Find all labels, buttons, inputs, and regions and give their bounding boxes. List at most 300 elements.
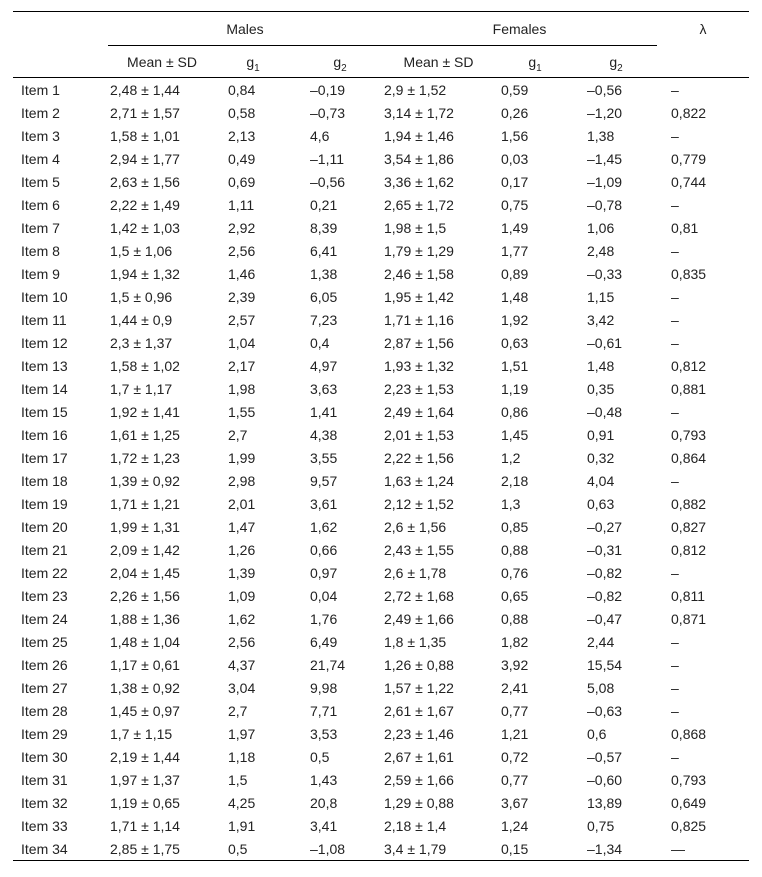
females-g2: 0,75 [587,817,615,834]
lambda-value: 0,822 [671,104,707,121]
females-g1: 3,67 [501,794,529,811]
females-mean-sd: 1,79 ± 1,29 [384,242,454,259]
females-g1: 0,77 [501,702,529,719]
females-g2: –0,61 [587,334,623,351]
females-mean-sd: 2,43 ± 1,55 [384,541,454,558]
lambda-value: – [671,656,679,673]
females-mean-sd: 2,67 ± 1,61 [384,748,454,765]
females-g1: 1,77 [501,242,529,259]
males-g2: 1,38 [310,265,338,282]
males-g2: 3,41 [310,817,338,834]
table-body [13,78,749,861]
females-g1: 1,49 [501,219,529,236]
females-mean-sd: 2,23 ± 1,53 [384,380,454,397]
males-mean-sd: 2,19 ± 1,44 [110,748,180,765]
males-g2: 0,4 [310,334,330,351]
lambda-value: – [671,403,679,420]
item-label: Item 18 [21,472,68,489]
females-mean-sd: 2,9 ± 1,52 [384,81,447,98]
females-g1: 1,92 [501,311,529,328]
females-g2: –1,20 [587,104,623,121]
item-label: Item 22 [21,564,68,581]
lambda-value: – [671,334,679,351]
males-g1: 1,62 [228,610,256,627]
males-g2: 6,49 [310,633,338,650]
table-row [13,584,749,607]
item-label: Item 8 [21,242,60,259]
g-label: g [609,53,618,70]
males-g1: 0,69 [228,173,256,190]
males-g2: 1,62 [310,518,338,535]
males-g1: 2,39 [228,288,256,305]
males-g1: 3,04 [228,679,256,696]
males-mean-sd: 1,44 ± 0,9 [110,311,173,328]
item-statistics-table [13,11,749,861]
lambda-value: 0,744 [671,173,707,190]
males-mean-sd: 1,92 ± 1,41 [110,403,180,420]
males-mean-sd: 1,88 ± 1,36 [110,610,180,627]
males-g2: 3,61 [310,495,338,512]
males-g1: 1,09 [228,587,256,604]
females-mean-sd: 1,93 ± 1,32 [384,357,454,374]
females-mean-sd: 3,14 ± 1,72 [384,104,454,121]
lambda-value: – [671,633,679,650]
item-label: Item 30 [21,748,68,765]
lambda-value: 0,812 [671,541,707,558]
females-g2: 1,15 [587,288,615,305]
item-label: Item 12 [21,334,68,351]
males-g1: 1,5 [228,771,248,788]
lambda-value: — [657,837,749,861]
lambda-value: 0,882 [671,495,707,512]
males-g2: –0,73 [310,104,346,121]
item-label: Item 11 [21,311,67,328]
females-mean-sd: 2,6 ± 1,56 [384,518,447,535]
lambda-value: 0,812 [671,357,707,374]
table-row [13,814,749,837]
males-mean-sd: 2,09 ± 1,42 [110,541,180,558]
females-mean-sd: 3,4 ± 1,79 [382,837,495,861]
males-g2: 3,55 [310,449,338,466]
table-row [13,147,749,170]
females-mean-sd: 2,6 ± 1,78 [384,564,447,581]
females-g2: 0,91 [587,426,615,443]
males-mean-sd: 1,97 ± 1,37 [110,771,180,788]
males-g2: 4,6 [310,127,330,144]
table-row [13,768,749,791]
males-g2: 4,97 [310,357,338,374]
females-g2: –0,63 [587,702,623,719]
males-mean-sd: 1,5 ± 1,06 [110,242,173,259]
item-label: Item 1 [21,81,60,98]
item-label: Item 28 [21,702,68,719]
males-mean-sd: 2,04 ± 1,45 [110,564,180,581]
table-row [13,262,749,285]
item-label: Item 20 [21,518,68,535]
item-label: Item 15 [21,403,68,420]
males-g2: 7,71 [310,702,338,719]
males-g1: 1,98 [228,380,256,397]
females-mean-sd: 2,12 ± 1,52 [384,495,454,512]
item-label: Item 13 [21,357,68,374]
lambda-value: – [671,242,679,259]
males-g2: 6,05 [310,288,338,305]
females-mean-sd: 1,95 ± 1,42 [384,288,454,305]
males-mean-sd: 2,26 ± 1,56 [110,587,180,604]
males-mean-sd-label: Mean ± SD [127,53,197,70]
lambda-value: 0,827 [671,518,707,535]
females-g2: –0,33 [587,265,623,282]
females-g1: 1,21 [501,725,529,742]
females-g2: 4,04 [587,472,615,489]
females-g1: 0,17 [501,173,529,190]
item-label: Item 33 [21,817,68,834]
males-mean-sd: 1,99 ± 1,31 [110,518,180,535]
females-g1: 1,82 [501,633,529,650]
males-g2: 6,41 [310,242,338,259]
lambda-value: 0,864 [671,449,707,466]
females-mean-sd: 3,54 ± 1,86 [384,150,454,167]
females-g2: –0,57 [587,748,623,765]
females-g1: 1,56 [501,127,529,144]
females-mean-sd: 1,94 ± 1,46 [384,127,454,144]
males-g1: 4,25 [228,794,256,811]
males-g2: 7,23 [310,311,338,328]
table-row [13,423,749,446]
males-mean-sd: 2,3 ± 1,37 [110,334,173,351]
item-label: Item 19 [21,495,68,512]
g-label: g [333,53,342,70]
females-g2: –0,78 [587,196,623,213]
females-g1: 0,88 [501,610,529,627]
item-label: Item 14 [21,380,68,397]
males-g2: 0,04 [310,587,338,604]
females-g2: 2,48 [587,242,615,259]
item-label: Item 27 [21,679,68,696]
females-mean-sd: 2,22 ± 1,56 [384,449,454,466]
females-mean-sd-label: Mean ± SD [403,53,474,70]
males-mean-sd: 1,58 ± 1,02 [110,357,180,374]
males-g1: 1,55 [228,403,256,420]
males-mean-sd: 1,72 ± 1,23 [110,449,180,466]
lambda-value: 0,649 [671,794,707,811]
subscript-1: 1 [536,62,542,74]
males-mean-sd: 2,71 ± 1,57 [110,104,180,121]
males-mean-sd-header [108,46,216,78]
subheader-row [13,46,749,78]
lambda-value: – [671,702,679,719]
females-mean-sd: 1,63 ± 1,24 [384,472,454,489]
item-label: Item 10 [21,288,68,305]
males-mean-sd: 2,22 ± 1,49 [110,196,180,213]
males-g2-header [298,46,382,78]
lambda-value: – [671,81,679,98]
item-label: Item 21 [21,541,68,558]
lambda-value: – [671,196,679,213]
females-header: Females [382,12,657,46]
g-label: g [246,53,255,70]
females-mean-sd: 2,49 ± 1,64 [384,403,454,420]
g-label: g [528,53,537,70]
males-g1: 2,56 [228,633,256,650]
item-label: Item 2 [21,104,60,121]
table-row [13,492,749,515]
item-label: Item 34 [13,837,108,861]
females-mean-sd: 2,61 ± 1,67 [384,702,454,719]
group-header-row [13,12,749,46]
females-g1: 1,51 [501,357,529,374]
table-row [13,745,749,768]
males-g1-header [216,46,298,78]
females-g2-header [575,46,657,78]
item-label: Item 25 [21,633,68,650]
males-mean-sd: 1,71 ± 1,14 [110,817,180,834]
females-mean-sd: 2,01 ± 1,53 [384,426,454,443]
females-g2: –0,56 [587,81,623,98]
females-mean-sd: 1,71 ± 1,16 [384,311,454,328]
males-g1: 0,84 [228,81,256,98]
females-g1: 1,24 [501,817,529,834]
item-label: Item 29 [21,725,68,742]
females-g2: 0,32 [587,449,615,466]
males-g2: –0,56 [310,173,346,190]
females-g2: 0,35 [587,380,615,397]
males-g2: –1,08 [298,837,382,861]
males-mean-sd: 1,42 ± 1,03 [110,219,180,236]
males-g1: 1,46 [228,265,256,282]
females-mean-sd: 1,26 ± 0,88 [384,656,454,673]
table-row [13,676,749,699]
females-g2: 15,54 [587,656,623,673]
lambda-header: λ [657,12,749,46]
males-g1: 2,98 [228,472,256,489]
males-g1: 2,7 [228,426,248,443]
females-g1: 0,26 [501,104,529,121]
males-g1: 1,47 [228,518,256,535]
lambda-value: 0,793 [671,426,707,443]
table-row [13,239,749,262]
table-row [13,469,749,492]
females-g2: 3,42 [587,311,615,328]
females-g1: 0,65 [501,587,529,604]
females-mean-sd: 3,36 ± 1,62 [384,173,454,190]
females-g2: –1,45 [587,150,623,167]
females-g2: –1,09 [587,173,623,190]
lambda-value: 0,881 [671,380,707,397]
empty-corner [13,12,108,46]
females-g1: 0,77 [501,771,529,788]
males-g1: 1,26 [228,541,256,558]
item-label: Item 32 [21,794,68,811]
males-mean-sd: 1,38 ± 0,92 [110,679,180,696]
females-g2: 1,48 [587,357,615,374]
males-g1: 0,49 [228,150,256,167]
females-g2: –0,82 [587,587,623,604]
males-g2: 8,39 [310,219,338,236]
item-label: Item 26 [21,656,68,673]
males-g1: 2,56 [228,242,256,259]
females-g1: 0,75 [501,196,529,213]
table-row [13,170,749,193]
subscript-2: 2 [341,62,347,74]
males-g2: 0,66 [310,541,338,558]
males-g2: 1,41 [310,403,338,420]
empty-subheader [13,46,108,78]
males-g2: –0,19 [310,81,346,98]
females-g1: 1,48 [501,288,529,305]
lambda-value: 0,871 [671,610,707,627]
males-g1: 1,99 [228,449,256,466]
females-mean-sd: 1,8 ± 1,35 [384,633,447,650]
males-g1: 4,37 [228,656,256,673]
males-mean-sd: 1,39 ± 0,92 [110,472,180,489]
females-mean-sd: 2,65 ± 1,72 [384,196,454,213]
item-label: Item 6 [21,196,60,213]
males-g1: 1,11 [228,196,255,213]
males-mean-sd: 1,45 ± 0,97 [110,702,180,719]
subscript-1: 1 [254,62,260,74]
females-mean-sd: 2,46 ± 1,58 [384,265,454,282]
males-mean-sd: 1,48 ± 1,04 [110,633,180,650]
table-row [13,308,749,331]
item-label: Item 9 [21,265,60,282]
males-mean-sd: 1,17 ± 0,61 [110,656,180,673]
males-g1: 2,17 [228,357,256,374]
males-g2: 3,53 [310,725,338,742]
males-mean-sd: 1,7 ± 1,15 [110,725,173,742]
males-g1: 0,5 [216,837,298,861]
females-g2: –0,48 [587,403,623,420]
females-mean-sd: 2,23 ± 1,46 [384,725,454,742]
males-g1: 1,18 [228,748,256,765]
table-row [13,538,749,561]
table-row [13,400,749,423]
females-g1: 0,85 [501,518,529,535]
table-row [13,78,749,102]
lambda-value: 0,835 [671,265,707,282]
table-row [13,837,749,861]
table-row [13,446,749,469]
males-g1: 2,57 [228,311,256,328]
males-mean-sd: 2,48 ± 1,44 [110,81,180,98]
males-mean-sd: 2,63 ± 1,56 [110,173,180,190]
males-header: Males [108,12,382,46]
females-g2: 1,06 [587,219,615,236]
males-g2: 1,76 [310,610,338,627]
males-g2: –1,11 [310,150,344,167]
item-label: Item 7 [21,219,60,236]
females-g1: 1,3 [501,495,521,512]
males-mean-sd: 1,19 ± 0,65 [110,794,180,811]
males-g2: 20,8 [310,794,338,811]
table-row [13,515,749,538]
lambda-value: 0,825 [671,817,707,834]
table-row [13,124,749,147]
males-g1: 0,58 [228,104,256,121]
males-g1: 2,13 [228,127,256,144]
females-g1: 0,72 [501,748,529,765]
females-g1: 0,15 [495,837,575,861]
lambda-value: 0,868 [671,725,707,742]
table-row [13,722,749,745]
males-g1: 1,39 [228,564,256,581]
females-g2: –0,27 [587,518,623,535]
females-g1: 2,41 [501,679,529,696]
item-label: Item 16 [21,426,68,443]
females-mean-sd: 2,87 ± 1,56 [384,334,454,351]
males-g2: 4,38 [310,426,338,443]
table-row [13,630,749,653]
females-mean-sd: 1,29 ± 0,88 [384,794,454,811]
table-row [13,101,749,124]
males-g1: 2,01 [228,495,256,512]
males-mean-sd: 2,85 ± 1,75 [108,837,216,861]
females-g2: 5,08 [587,679,615,696]
females-g1: 2,18 [501,472,529,489]
females-g1: 0,03 [501,150,529,167]
lambda-value: – [671,564,679,581]
females-g1: 1,2 [501,449,521,466]
males-mean-sd: 1,58 ± 1,01 [110,127,180,144]
item-label: Item 5 [21,173,60,190]
females-mean-sd: 2,49 ± 1,66 [384,610,454,627]
females-mean-sd-header [382,46,495,78]
females-g1: 3,92 [501,656,529,673]
lambda-value: – [671,748,679,765]
males-mean-sd: 2,94 ± 1,77 [110,150,180,167]
data-table-container [13,11,749,861]
females-g1: 0,76 [501,564,529,581]
females-g1: 0,59 [501,81,529,98]
lambda-value: 0,779 [671,150,707,167]
lambda-value: – [671,311,679,328]
females-mean-sd: 1,57 ± 1,22 [384,679,454,696]
subscript-2: 2 [617,62,623,74]
table-row [13,791,749,814]
females-g2: –1,34 [575,837,657,861]
males-g2: 9,98 [310,679,338,696]
table-row [13,561,749,584]
females-g2: –0,82 [587,564,623,581]
males-g2: 1,43 [310,771,338,788]
females-g2: 2,44 [587,633,615,650]
table-row [13,331,749,354]
males-g2: 0,5 [310,748,330,765]
item-label: Item 23 [21,587,68,604]
females-mean-sd: 2,72 ± 1,68 [384,587,454,604]
lambda-value: 0,811 [671,587,706,604]
lambda-value: – [671,127,679,144]
item-label: Item 3 [21,127,60,144]
males-mean-sd: 1,71 ± 1,21 [110,495,180,512]
females-mean-sd: 2,18 ± 1,4 [384,817,447,834]
table-row [13,285,749,308]
table-row [13,653,749,676]
males-mean-sd: 1,7 ± 1,17 [110,380,173,397]
males-mean-sd: 1,94 ± 1,32 [110,265,180,282]
lambda-value: – [671,472,679,489]
item-label: Item 17 [21,449,68,466]
table-row [13,607,749,630]
females-g1: 0,86 [501,403,529,420]
males-g1: 1,04 [228,334,256,351]
females-g2: –0,47 [587,610,623,627]
males-g2: 9,57 [310,472,338,489]
males-g1: 1,91 [228,817,256,834]
table-row [13,354,749,377]
females-g2: 1,38 [587,127,615,144]
lambda-value: 0,81 [671,219,699,236]
